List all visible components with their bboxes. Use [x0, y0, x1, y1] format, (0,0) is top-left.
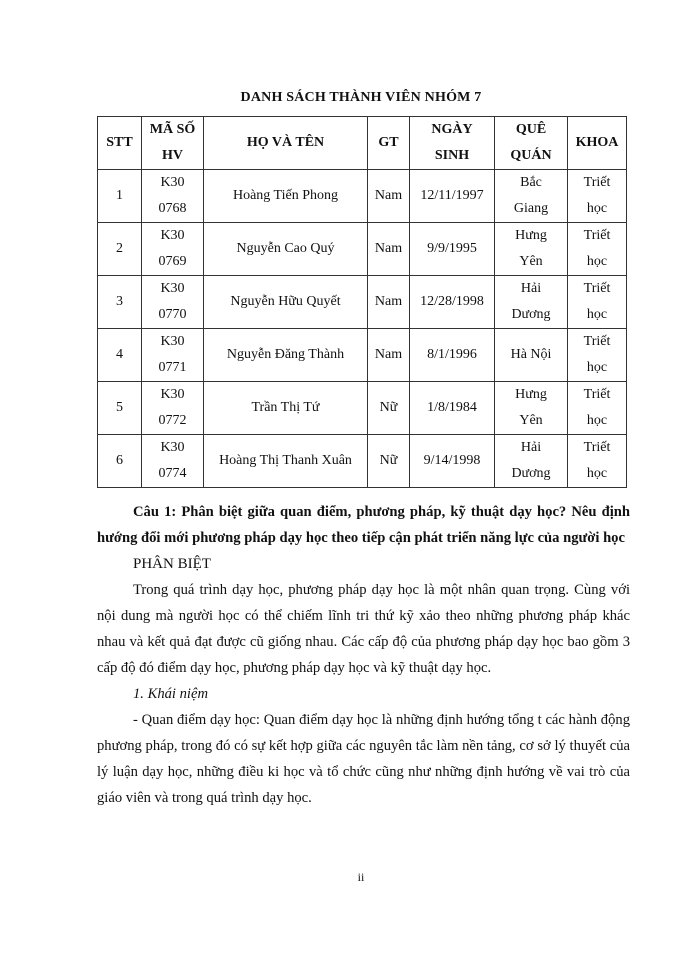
cell-text: học [586, 254, 608, 269]
cell-que-quan [495, 435, 568, 488]
header-ma-so [142, 117, 204, 170]
cell-ho-ten: Trần Thị Tứ [204, 382, 368, 435]
header-text: HV [162, 148, 183, 163]
cell-khoa [568, 223, 627, 276]
cell-gt: Nam [368, 170, 410, 223]
cell-ngay-sinh: 8/1/1996 [410, 329, 495, 382]
cell-stt: 4 [98, 329, 142, 382]
cell-text: 0774 [158, 466, 187, 481]
cell-text: Triết [583, 175, 611, 190]
cell-text: Giang [513, 201, 549, 216]
cell-ma-so [142, 435, 204, 488]
cell-gt: Nữ [368, 382, 410, 435]
header-text: STT [106, 135, 133, 150]
cell-stt: 2 [98, 223, 142, 276]
cell-text: 0770 [158, 307, 187, 322]
cell-text: Bắc [520, 175, 542, 190]
cell-text: K30 [160, 440, 185, 455]
cell-text: Hải [520, 440, 542, 455]
section-heading: PHÂN BIỆT [133, 556, 211, 572]
cell-ma-so [142, 276, 204, 329]
cell-khoa [568, 276, 627, 329]
cell-text: Hưng [515, 228, 547, 243]
table-row [98, 276, 627, 329]
cell-gt: Nam [368, 329, 410, 382]
header-que-quan [495, 117, 568, 170]
cell-text: Hà Nội [510, 347, 552, 362]
table-row [98, 223, 627, 276]
member-table [97, 116, 627, 488]
cell-text: 0768 [158, 201, 187, 216]
cell-text: Hải [520, 281, 542, 296]
header-text: NGÀY [431, 122, 473, 137]
cell-khoa [568, 435, 627, 488]
cell-gt: Nữ [368, 435, 410, 488]
body-text [97, 499, 630, 811]
page-title: DANH SÁCH THÀNH VIÊN NHÓM 7 [240, 90, 482, 105]
cell-khoa [568, 170, 627, 223]
question-paragraph: Câu 1: Phân biệt giữa quan điểm, phương pháp, kỹ thuật dạy học? Nêu định hướng đổi mới phương pháp dạy học theo tiếp cận phát triển năng lực của người học [97, 504, 630, 546]
cell-que-quan [495, 382, 568, 435]
header-gt [368, 117, 410, 170]
table-row [98, 170, 627, 223]
cell-text: K30 [160, 387, 185, 402]
cell-text: Yên [519, 413, 543, 428]
header-ho-ten [204, 117, 368, 170]
cell-que-quan [495, 329, 568, 382]
cell-text: 0769 [158, 254, 187, 269]
header-text: HỌ VÀ TÊN [246, 135, 325, 150]
cell-que-quan [495, 223, 568, 276]
header-text: QUÁN [510, 148, 552, 163]
header-text: MÃ SỐ [149, 122, 196, 137]
cell-text: Triết [583, 281, 611, 296]
cell-ho-ten: Nguyễn Đăng Thành [204, 329, 368, 382]
cell-text: K30 [160, 175, 185, 190]
table-row [98, 435, 627, 488]
cell-ma-so [142, 223, 204, 276]
cell-text: Yên [519, 254, 543, 269]
cell-text: K30 [160, 228, 185, 243]
cell-text: K30 [160, 334, 185, 349]
cell-ho-ten: Nguyễn Hữu Quyết [204, 276, 368, 329]
header-text: SINH [434, 148, 470, 163]
cell-stt: 6 [98, 435, 142, 488]
cell-text: Triết [583, 228, 611, 243]
cell-text: Triết [583, 440, 611, 455]
header-text: QUÊ [515, 122, 547, 137]
cell-ho-ten: Nguyễn Cao Quý [204, 223, 368, 276]
cell-stt: 5 [98, 382, 142, 435]
cell-text: Triết [583, 387, 611, 402]
cell-khoa [568, 329, 627, 382]
cell-text: học [586, 360, 608, 375]
cell-ngay-sinh: 9/9/1995 [410, 223, 495, 276]
intro-paragraph: Trong quá trình dạy học, phương pháp dạy học là một nhân quan trọng. Cùng với nội dung mà người học có thể chiếm lĩnh tri thứ kỹ xảo theo những phương pháp khác nhau và kết quả đạt được cũ giống nhau. Các cấp độ của phương pháp dạy học bao gồm 3 cấp độ đó điểm dạy học, phương pháp dạy học và kỹ thuật dạy học. [97, 582, 630, 676]
cell-ngay-sinh: 12/11/1997 [410, 170, 495, 223]
table-header-row [98, 117, 627, 170]
cell-ma-so [142, 382, 204, 435]
cell-ngay-sinh: 9/14/1998 [410, 435, 495, 488]
cell-ma-so [142, 170, 204, 223]
cell-text: Dương [511, 466, 551, 481]
cell-gt: Nam [368, 276, 410, 329]
cell-que-quan [495, 276, 568, 329]
cell-que-quan [495, 170, 568, 223]
cell-text: học [586, 466, 608, 481]
cell-text: 0771 [158, 360, 187, 375]
cell-gt: Nam [368, 223, 410, 276]
cell-stt: 1 [98, 170, 142, 223]
cell-stt: 3 [98, 276, 142, 329]
header-khoa [568, 117, 627, 170]
cell-text: học [586, 201, 608, 216]
cell-khoa [568, 382, 627, 435]
cell-text: K30 [160, 281, 185, 296]
page-number: ii [357, 870, 365, 884]
table-row [98, 329, 627, 382]
cell-ho-ten: Hoàng Tiến Phong [204, 170, 368, 223]
definition-paragraph: - Quan điểm dạy học: Quan điểm dạy học là những định hướng tổng t các hành động phương pháp, trong đó có sự kết hợp giữa các nguyên tắc làm nền tảng, cơ sở lý thuyết của lý luận dạy học, những điều ki học và tổ chức cũng như những định hướng về vai trò của giáo viên và trong quá trình dạy học. [97, 712, 630, 806]
cell-text: học [586, 413, 608, 428]
cell-ho-ten: Hoàng Thị Thanh Xuân [204, 435, 368, 488]
cell-text: Triết [583, 334, 611, 349]
table-row [98, 382, 627, 435]
header-text: KHOA [575, 135, 619, 150]
header-stt [98, 117, 142, 170]
cell-text: Dương [511, 307, 551, 322]
header-text: GT [378, 135, 399, 150]
subheading: 1. Khái niệm [133, 686, 208, 702]
cell-text: 0772 [158, 413, 187, 428]
cell-ma-so [142, 329, 204, 382]
cell-ngay-sinh: 12/28/1998 [410, 276, 495, 329]
header-ngay-sinh [410, 117, 495, 170]
cell-text: học [586, 307, 608, 322]
cell-ngay-sinh: 1/8/1984 [410, 382, 495, 435]
cell-text: Hưng [515, 387, 547, 402]
